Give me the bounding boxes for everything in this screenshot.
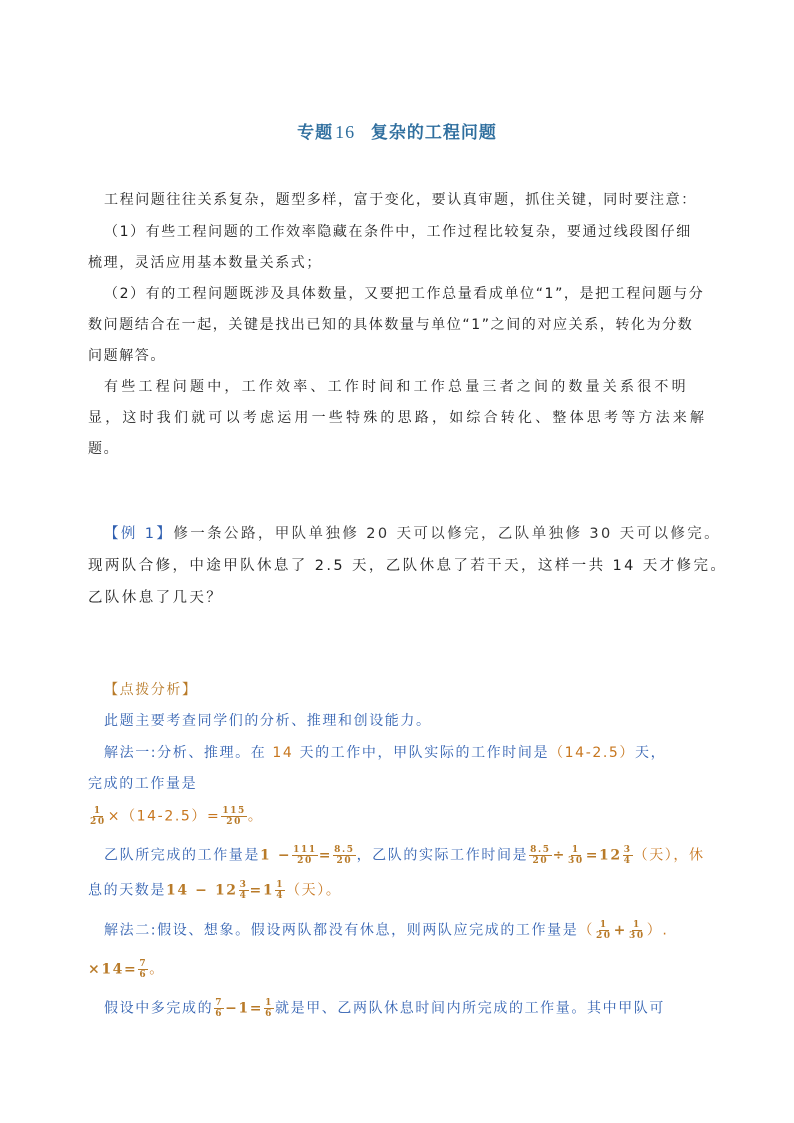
l4-fraction-5: $\frac{3}{4}$	[623, 845, 632, 866]
analysis-heading-text: 【点拨分析】	[104, 682, 198, 698]
sol1-text-a: 解法一:分析、推理。在	[104, 745, 267, 761]
sol1-text-e: 天，	[635, 745, 667, 761]
l4-equals-12: =12	[585, 847, 622, 864]
l5-fraction-2: $\frac{1}{4}$	[276, 880, 285, 901]
intro-point1-line2: 梳理，灵活应用基本数量关系式；	[88, 255, 322, 271]
solution1-line1	[104, 743, 732, 763]
l5-equals: =1	[249, 882, 275, 899]
analysis-heading	[104, 680, 732, 700]
l4-fraction-4: $\frac{1}{30}$	[567, 845, 584, 866]
eq1-mid: ×（14-2.5）=	[107, 808, 221, 825]
sol2-text-a: 解法二:假设、想象。假设两队都没有休息，则两队应完成的工作量是	[104, 922, 579, 939]
l4-equals: =	[318, 847, 333, 864]
l5-fraction-1: $\frac{3}{4}$	[239, 880, 248, 901]
l4-text-a: 乙队所完成的工作量是	[104, 847, 260, 864]
l8-text-c: 就是甲、乙两队休息时间内所完成的工作量。其中甲队可	[274, 1000, 665, 1017]
l8-fraction-1: $\frac{7}{6}$	[215, 998, 224, 1019]
intro-para-line1: 有些工程问题中，工作效率、工作时间和工作总量三者之间的数量关系很不明	[104, 379, 689, 395]
l4-fraction-2: $\frac{8.5}{20}$	[334, 845, 355, 866]
eq1-end: 。	[247, 808, 264, 825]
analysis-summary: 此题主要考查同学们的分析、推理和创设能力。	[104, 713, 432, 729]
sol2-open-paren: （	[578, 922, 594, 939]
l4-one-minus: 1 −	[260, 847, 292, 864]
solution2-line3	[104, 998, 732, 1019]
l4-fraction-1: $\frac{111}{20}$	[293, 845, 317, 866]
intro-para-line2: 显，这时我们就可以考虑运用一些特殊的思路，如综合转化、整体思考等方法来解	[88, 410, 708, 426]
intro-point1-line1: （1）有些工程问题的工作效率隐藏在条件中，工作过程比较复杂，要通过线段图仔细	[104, 224, 692, 240]
l4-text-d: （天），休	[633, 847, 705, 864]
solution2-line2	[88, 959, 716, 980]
intro-lead: 工程问题往往关系复杂，题型多样，富于变化，要认真审题，抓住关键，同时要注意：	[104, 192, 697, 208]
l4-fraction-3: $\frac{8.5}{20}$	[530, 845, 551, 866]
eq1-fraction-a: $\frac{1}{20}$	[90, 806, 106, 827]
sol2-fraction-2: $\frac{1}{30}$	[629, 920, 645, 941]
example-line2: 现两队合修，中途甲队休息了 2.5 天，乙队休息了若干天，这样一共 14 天才修完。	[88, 558, 728, 574]
l8-minus-one: −1=	[225, 1000, 264, 1017]
title-number: 16	[335, 122, 356, 142]
sol2-close-paren: ）.	[646, 922, 669, 939]
intro-point2-line2: 数问题结合在一起，关键是找出已知的具体数量与单位“1”之间的对应关系，转化为分数	[88, 317, 694, 333]
l5-expr: 14 − 12	[166, 882, 238, 899]
l7-end: 。	[149, 961, 165, 978]
solution2-line1	[104, 920, 732, 941]
example-text-1: 修一条公路，甲队单独修 20 天可以修完，乙队单独修 30 天可以修完。	[173, 526, 722, 542]
intro-point2-line3: 问题解答。	[88, 348, 166, 364]
l8-fraction-2: $\frac{1}{6}$	[265, 998, 273, 1019]
intro-para-line3: 题。	[88, 441, 120, 457]
sol1-expr: （14-2.5）	[549, 745, 636, 761]
equation-line1	[88, 806, 716, 827]
title-name: 复杂的工程问题	[370, 123, 497, 143]
intro-point2-line1: （2）有的工程问题既涉及具体数量，又要把工作总量看成单位“1”，是把工程问题与分	[104, 286, 705, 302]
sol2-plus: +	[613, 922, 628, 939]
sol1-text-c: 天的工作中，甲队实际的工作时间是	[299, 745, 550, 761]
example-line1	[104, 524, 732, 544]
eq1-fraction-b: $\frac{115}{20}$	[222, 806, 246, 827]
l7-fraction: $\frac{7}{6}$	[139, 959, 148, 980]
l5-text-a: 息的天数是	[88, 882, 166, 899]
l4-text-c: ，乙队的实际工作时间是	[356, 847, 529, 864]
sol1-days: 14	[272, 745, 294, 761]
l5-text-c: （天）。	[286, 882, 342, 899]
example-tag: 【例 1】	[104, 526, 174, 542]
solution1-line5	[88, 880, 716, 901]
sol2-fraction-1: $\frac{1}{20}$	[595, 920, 612, 941]
solution1-line4	[104, 845, 732, 866]
l4-divide: ÷	[552, 847, 566, 864]
l8-text-a: 假设中多完成的	[104, 1000, 214, 1017]
title-prefix: 专题	[297, 123, 334, 143]
example-line3: 乙队休息了几天？	[88, 590, 224, 606]
page-title	[0, 118, 794, 143]
l7-times-14: ×14=	[88, 961, 138, 978]
solution1-line2: 完成的工作量是	[88, 776, 198, 792]
